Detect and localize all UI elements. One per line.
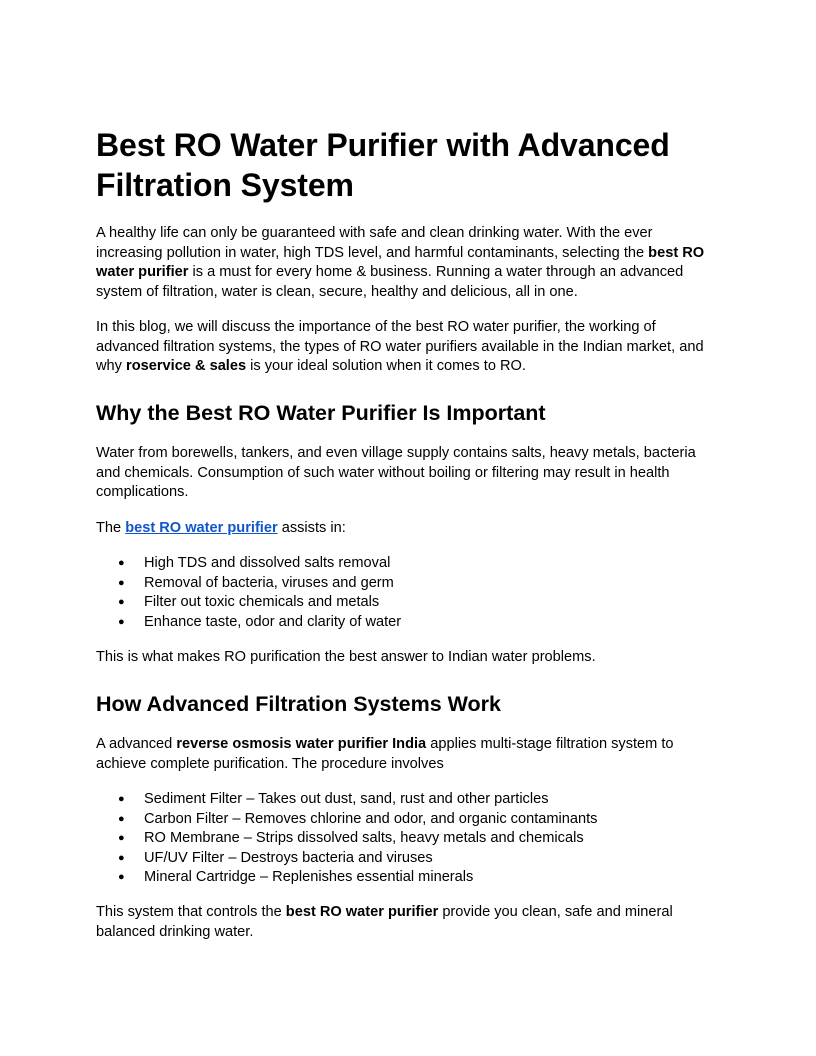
list-item [96,574,720,594]
list-item-text: UF/UV Filter – Destroys bacteria and viruses [144,849,433,866]
section-heading-importance: Why the Best RO Water Purifier Is Important [96,401,546,425]
list-item [96,554,720,574]
section2-p1-text-a: A advanced [96,736,177,752]
section2-p2-text-c: provide you clean, safe and mineral balanced drinking water. [96,904,673,940]
bullet-icon: ● [118,812,125,825]
section2-paragraph-2 [96,903,720,942]
intro-p2-text-a: In this blog, we will discuss the importance of the best RO water purifier, the working of advanced filtration systems, the types of RO water purifiers available in the Indian market, and why [96,319,704,374]
list-item-text: Carbon Filter – Removes chlorine and odor, and organic contaminants [144,810,598,827]
bullet-icon: ● [118,871,125,883]
list-item [96,593,720,613]
list-item-text: Filter out toxic chemicals and metals [144,594,380,610]
benefits-list [96,554,720,632]
filtration-stages-list [96,790,720,888]
list-item-text: Removal of bacteria, viruses and germ [144,574,394,591]
section1-p2-text-c: assists in: [277,520,346,536]
list-item-text: Mineral Cartridge – Replenishes essential minerals [144,869,474,885]
section2-p1-text-c: applies multi-stage filtration system to achieve complete purification. The procedure involves [96,736,674,772]
list-item [96,829,720,849]
intro-p1-bold: best RO water purifier [96,244,705,280]
bullet-icon: ● [118,557,125,569]
section1-paragraph-1: Water from borewells, tankers, and even village supply contains salts, heavy metals, bacteria and chemicals. Consumption of such water without boiling or filtering may result in health complications. [96,445,696,500]
intro-p1-text-a: A healthy life can only be guaranteed with safe and clean drinking water. With the ever increasing pollution in water, high TDS level, and harmful contaminants, selecting the [96,225,653,261]
bullet-icon: ● [118,832,125,844]
bullet-icon: ● [118,615,125,628]
section-heading-filtration: How Advanced Filtration Systems Work [96,692,502,716]
intro-paragraph-1 [96,224,720,302]
section1-paragraph-2 [96,519,720,539]
list-item [96,790,720,810]
bullet-icon: ● [118,576,125,589]
section2-p1-bold: reverse osmosis water purifier India [176,736,427,752]
intro-paragraph-2 [96,318,720,377]
list-item-text: High TDS and dissolved salts removal [144,555,391,571]
section1-p2-text-a: The [96,520,126,536]
intro-p2-text-c: is your ideal solution when it comes to RO. [246,358,526,374]
list-item [96,868,720,888]
page-title: Best RO Water Purifier with Advanced Filtration System [96,127,670,203]
list-item-text: Enhance taste, odor and clarity of water [144,613,402,630]
section1-paragraph-3: This is what makes RO purification the best answer to Indian water problems. [96,649,596,665]
section2-p2-bold: best RO water purifier [285,904,439,920]
list-item-text: RO Membrane – Strips dissolved salts, heavy metals and chemicals [144,830,584,846]
intro-p2-bold: roservice & sales [126,358,247,374]
bullet-icon: ● [118,851,125,864]
intro-p1-text-c: is a must for every home & business. Running a water through an advanced system of filtration, water is clean, secure, healthy and delicious, all in one. [96,264,684,300]
list-item [96,849,720,869]
list-item-text: Sediment Filter – Takes out dust, sand, rust and other particles [144,791,549,807]
list-item [96,613,720,633]
section2-p2-text-a: This system that controls the [96,904,286,920]
bullet-icon: ● [118,596,125,608]
section2-paragraph-1 [96,735,720,774]
best-ro-water-purifier-link[interactable]: best RO water purifier [125,520,278,536]
list-item [96,810,720,830]
bullet-icon: ● [118,793,125,805]
